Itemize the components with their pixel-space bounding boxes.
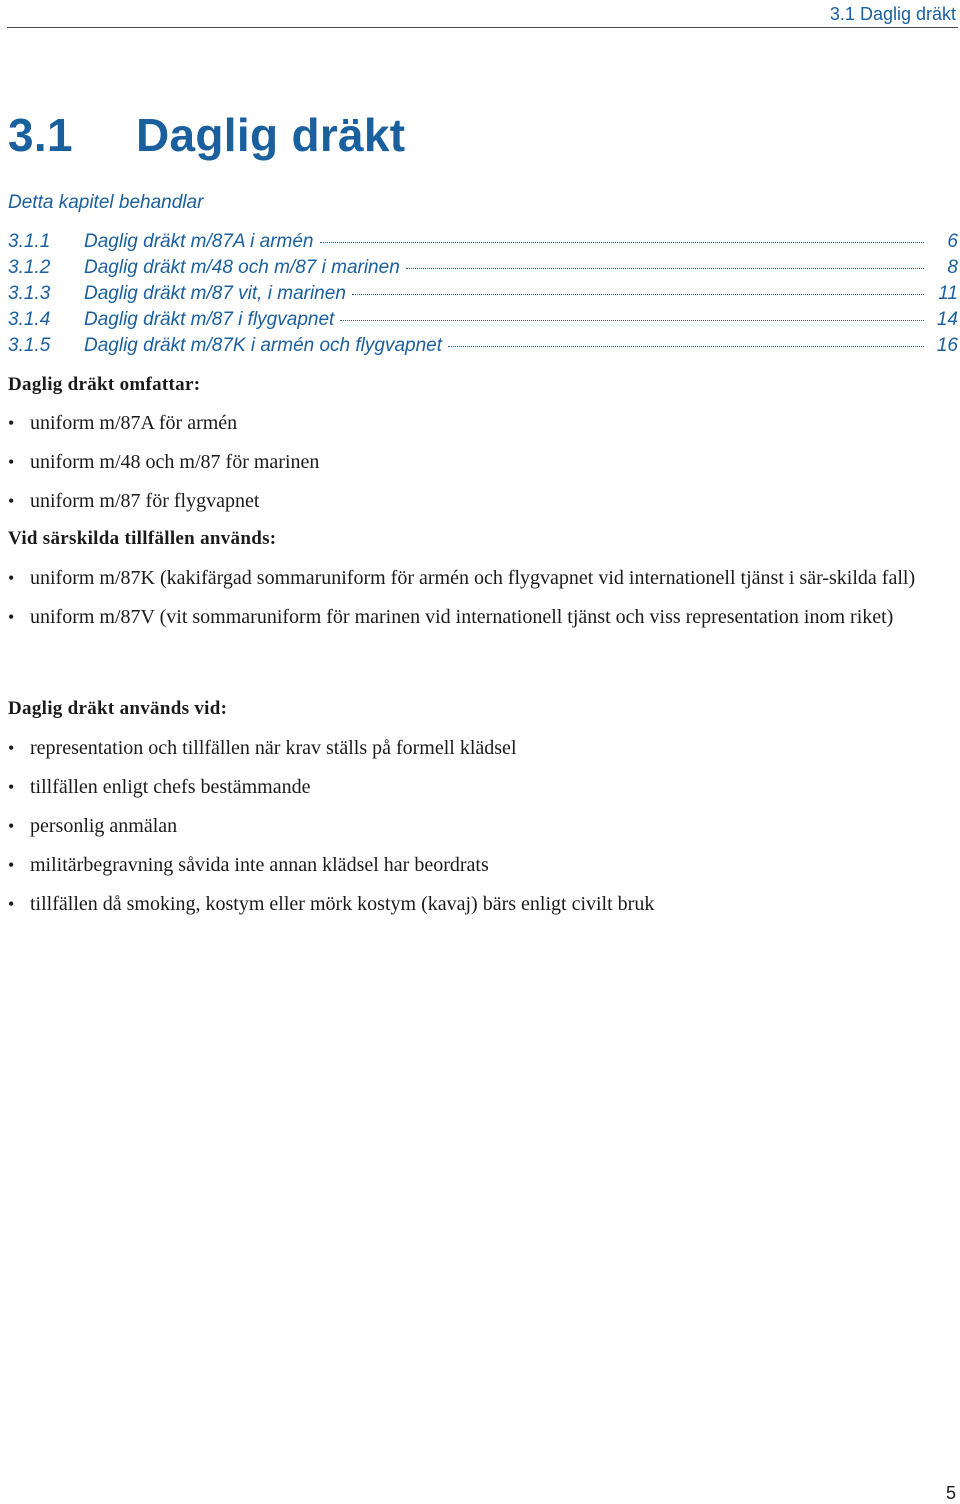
toc-entry[interactable] [8,281,958,307]
toc-entry-page[interactable]: 6 [947,231,958,252]
toc-entry-number: 3.1.4 [8,309,51,330]
section-label-usage: Daglig dräkt används vid: [8,698,228,719]
toc-entry-page[interactable]: 14 [936,309,958,330]
bullet-list-special [8,566,958,644]
toc-entry[interactable] [8,255,958,281]
header-rule [7,27,958,28]
list-item [8,814,958,839]
table-of-contents [8,229,958,359]
bullet-icon: • [8,816,15,836]
list-item-text: personlig anmälan [30,815,178,837]
list-item-text: militärbegravning såvida inte annan klädsel har beordrats [30,854,489,876]
list-item-text: uniform m/87 för flygvapnet [30,490,260,512]
toc-entry-page[interactable]: 8 [947,257,958,278]
list-item [8,411,958,436]
toc-intro: Detta kapitel behandlar [8,192,204,213]
bullet-icon: • [8,777,15,797]
bullet-icon: • [8,452,15,472]
bullet-list-includes [8,411,958,528]
toc-dot-leader [406,268,924,269]
list-item-text: representation och tillfällen när krav ställs på formell klädsel [30,737,517,759]
section-label-includes: Daglig dräkt omfattar: [8,374,201,395]
bullet-icon: • [8,568,15,588]
bullet-icon: • [8,738,15,758]
chapter-number: 3.1 [8,109,73,161]
bullet-icon: • [8,413,15,433]
chapter-title-text: Daglig dräkt [136,109,406,161]
toc-dot-leader [320,242,924,243]
toc-dot-leader [448,346,924,347]
toc-entry[interactable] [8,333,958,359]
toc-entry-number: 3.1.3 [8,283,51,304]
bullet-icon: • [8,855,15,875]
toc-dot-leader [352,294,924,295]
page-number: 5 [945,1483,956,1503]
list-item-text: uniform m/48 och m/87 för marinen [30,451,320,473]
running-header: 3.1 Daglig dräkt [829,4,956,24]
list-item [8,853,958,878]
toc-entry-title[interactable]: Daglig dräkt m/87 vit, i marinen [84,283,346,304]
bullet-icon: • [8,491,15,511]
toc-entry-number: 3.1.2 [8,257,51,278]
list-item [8,450,958,475]
section-label-special: Vid särskilda tillfällen används: [8,528,277,549]
toc-entry-title[interactable]: Daglig dräkt m/87K i armén och flygvapnet [84,335,443,356]
list-item-text: uniform m/87K (kakifärgad sommaruniform för armén och flygvapnet vid internationell tjänst i sär-skilda fall) [30,567,916,589]
toc-entry-number: 3.1.5 [8,335,51,356]
list-item-text: tillfällen då smoking, kostym eller mörk kostym (kavaj) bärs enligt civilt bruk [30,893,655,915]
toc-entry-title[interactable]: Daglig dräkt m/87 i flygvapnet [84,309,335,330]
list-item-text: tillfällen enligt chefs bestämmande [30,776,311,798]
list-item-text: uniform m/87A för armén [30,412,238,434]
list-item [8,736,958,761]
bullet-list-usage [8,736,958,931]
list-item [8,489,958,514]
toc-entry[interactable] [8,307,958,333]
toc-entry-page[interactable]: 16 [936,335,958,356]
list-item-text: uniform m/87V (vit sommaruniform för marinen vid internationell tjänst och viss representation inom riket) [30,606,894,628]
toc-dot-leader [340,320,924,321]
list-item [8,775,958,800]
chapter-title [8,108,405,162]
bullet-icon: • [8,607,15,627]
toc-entry-page[interactable]: 11 [938,283,958,304]
toc-entry-title[interactable]: Daglig dräkt m/87A i armén [84,231,314,252]
toc-entry[interactable] [8,229,958,255]
list-item [8,566,958,591]
list-item [8,605,958,630]
toc-entry-title[interactable]: Daglig dräkt m/48 och m/87 i marinen [84,257,400,278]
bullet-icon: • [8,894,15,914]
list-item [8,892,958,917]
toc-entry-number: 3.1.1 [8,231,51,252]
